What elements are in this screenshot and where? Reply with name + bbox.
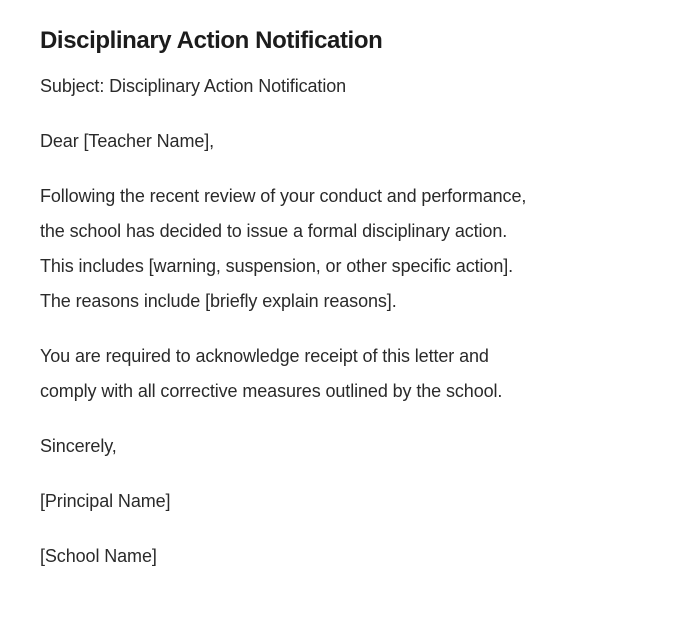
paragraph-1-line-1: Following the recent review of your conduct and performance, (40, 186, 527, 206)
signature-school-name: [School Name] (40, 546, 157, 566)
salutation: Dear [Teacher Name], (40, 131, 215, 151)
signature-principal-name: [Principal Name] (40, 491, 171, 511)
salutation-block (40, 124, 660, 159)
signature-school-block (40, 539, 660, 574)
subject-line: Subject: Disciplinary Action Notification (40, 76, 347, 96)
paragraph-2-line-1: You are required to acknowledge receipt of this letter and (40, 346, 489, 366)
signature-principal-block (40, 484, 660, 519)
closing-block (40, 429, 660, 464)
paragraph-2-line-2: comply with all corrective measures outlined by the school. (40, 381, 503, 401)
paragraph-1-line-3: This includes [warning, suspension, or other specific action]. (40, 256, 514, 276)
document-title: Disciplinary Action Notification (40, 27, 383, 54)
closing: Sincerely, (40, 436, 117, 456)
paragraph-1-line-4: The reasons include [briefly explain reasons]. (40, 291, 397, 311)
paragraph-1-line-2: the school has decided to issue a formal disciplinary action. (40, 221, 508, 241)
paragraph-2 (40, 339, 660, 409)
subject-line-block (40, 69, 660, 104)
paragraph-1 (40, 179, 660, 319)
